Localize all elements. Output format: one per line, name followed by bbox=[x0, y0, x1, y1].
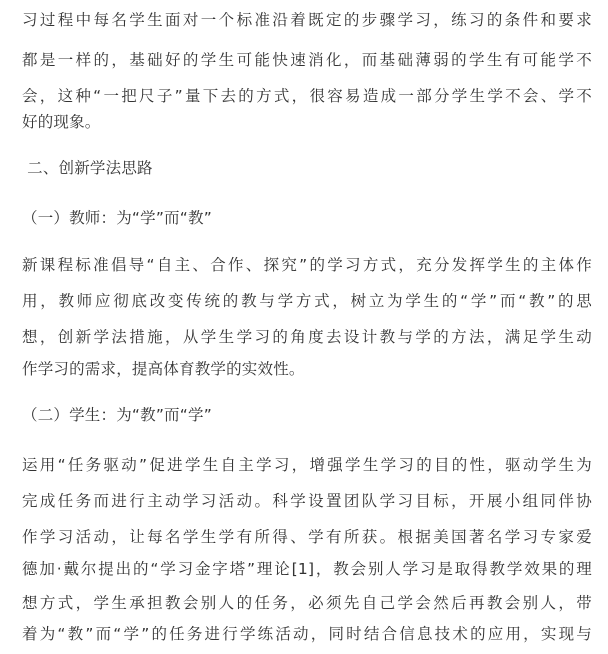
paragraph-line: 会，这种“一把尺子”量下去的方式，很容易造成一部分学生学不会、学不 bbox=[22, 87, 592, 105]
paragraph-line: 运用“任务驱动”促进学生自主学习，增强学生学习的目的性，驱动学生为 bbox=[22, 456, 592, 474]
paragraph-line: 用，教师应彻底改变传统的教与学方式，树立为学生的“学”而“教”的思 bbox=[22, 292, 592, 310]
paragraph-line: 作学习的需求，提高体育教学的实效性。 bbox=[22, 360, 305, 378]
paragraph-line: 作学习活动，让每名学生学有所得、学有所获。根据美国著名学习专家爱 bbox=[22, 528, 592, 546]
paragraph-line: 新课程标准倡导“自主、合作、探究”的学习方式，充分发挥学生的主体作 bbox=[22, 256, 592, 274]
subheading-student: （二）学生：为“教”而“学” bbox=[22, 406, 212, 424]
paragraph-line: 想，创新学法措施，从学生学习的角度去设计教与学的方法，满足学生动 bbox=[22, 328, 592, 346]
paragraph-line: 习过程中每名学生面对一个标准沿着既定的步骤学习，练习的条件和要求 bbox=[22, 11, 592, 29]
paragraph-line: 德加·戴尔提出的“学习金字塔”理论[1]，教会别人学习是取得教学效果的理 bbox=[22, 560, 592, 578]
paragraph-line: 着为“教”而“学”的任务进行学练活动，同时结合信息技术的应用，实现与 bbox=[22, 625, 592, 643]
paragraph-line: 想方式，学生承担教会别人的任务，必须先自己学会然后再教会别人，带 bbox=[22, 594, 592, 612]
paragraph-line: 好的现象。 bbox=[22, 113, 101, 131]
subheading-teacher: （一）教师：为“学”而“教” bbox=[22, 209, 212, 227]
section-heading: 二、创新学法思路 bbox=[22, 159, 153, 177]
paragraph-line: 完成任务而进行主动学习活动。科学设置团队学习目标，开展小组同伴协 bbox=[22, 492, 592, 510]
paragraph-line: 都是一样的，基础好的学生可能快速消化，而基础薄弱的学生有可能学不 bbox=[22, 51, 592, 69]
